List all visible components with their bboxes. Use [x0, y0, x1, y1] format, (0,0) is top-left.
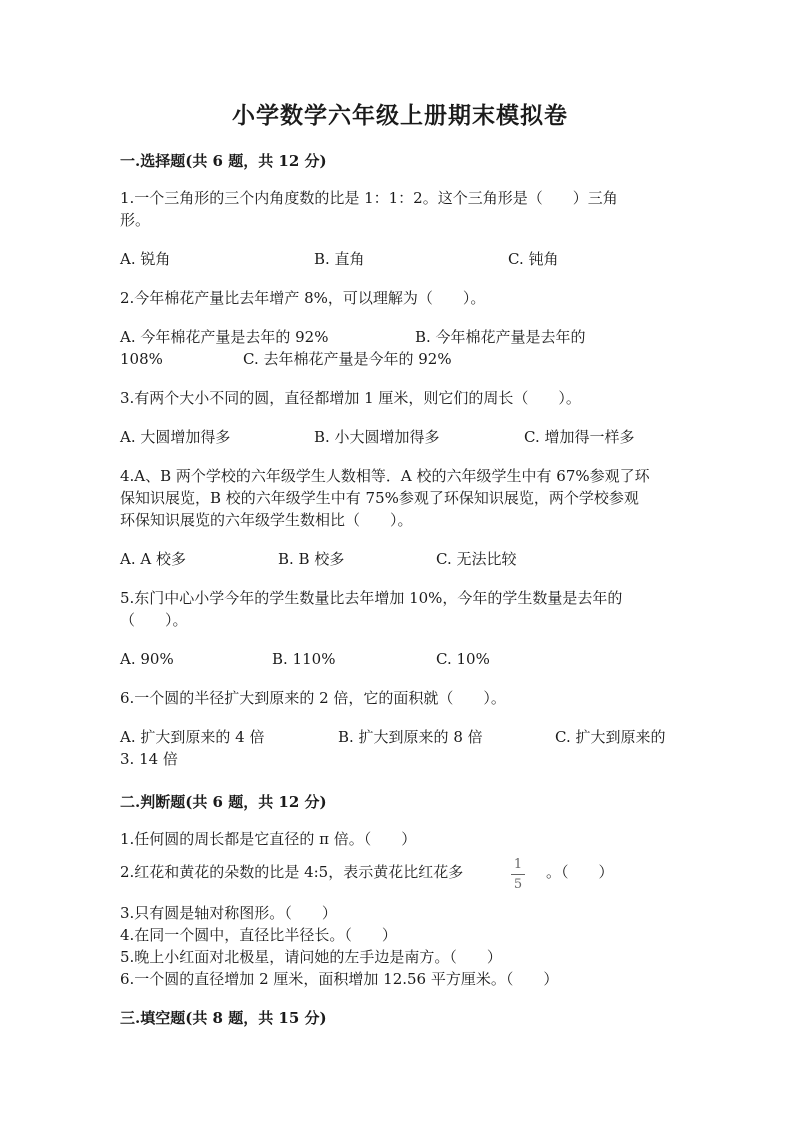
option-c: C. 增加得一样多: [524, 428, 635, 446]
option-a: A. 今年棉花产量是去年的 92%: [120, 328, 329, 346]
option-a: A. 扩大到原来的 4 倍: [120, 728, 265, 746]
option-b: B. 小大圆增加得多: [314, 428, 440, 446]
section-heading-fill-blank: 三.填空题(共 8 题，共 15 分): [120, 1009, 327, 1027]
option-a: A. 90%: [120, 650, 174, 668]
section-heading-choice: 一.选择题(共 6 题，共 12 分): [120, 152, 327, 170]
fraction-bar: [511, 874, 525, 875]
option-c: C. 去年棉花产量是今年的 92%: [243, 350, 452, 368]
judgment-item: 6.一个圆的直径增加 2 厘米，面积增加 12.56 平方厘米。（ ）: [120, 970, 559, 988]
judgment-item-continued: 。（ ）: [546, 863, 614, 881]
judgment-item: 5.晚上小红面对北极星，请问她的左手边是南方。（ ）: [120, 948, 502, 966]
section-heading-judgment: 二.判断题(共 6 题，共 12 分): [120, 793, 327, 811]
question-text: （ ）。: [120, 611, 188, 629]
fraction: [510, 857, 526, 892]
question-text: 4.A、B 两个学校的六年级学生人数相等．A 校的六年级学生中有 67%参观了环: [120, 467, 650, 485]
question-text: 环保知识展览的六年级学生数相比（ ）。: [120, 511, 413, 529]
option-c: C. 无法比较: [436, 550, 517, 568]
option-b: B. 扩大到原来的 8 倍: [338, 728, 483, 746]
judgment-item: 2.红花和黄花的朵数的比是 4:5，表示黄花比红花多: [120, 863, 464, 881]
option-c-continued: 3. 14 倍: [120, 750, 178, 768]
option-b: B. B 校多: [278, 550, 345, 568]
option-a: A. A 校多: [120, 550, 186, 568]
judgment-item: 3.只有圆是轴对称图形。（ ）: [120, 904, 337, 922]
option-b: B. 今年棉花产量是去年的: [415, 328, 586, 346]
fraction-numerator: 1: [513, 857, 523, 872]
fraction-denominator: 5: [513, 877, 523, 892]
option-b: B. 直角: [314, 250, 365, 268]
judgment-item: 1.任何圆的周长都是它直径的 π 倍。（ ）: [120, 830, 417, 848]
option-c: C. 10%: [436, 650, 490, 668]
question-text: 保知识展览，B 校的六年级学生中有 75%参观了环保知识展览，两个学校参观: [120, 489, 639, 507]
question-text: 3.有两个大小不同的圆，直径都增加 1 厘米，则它们的周长（ ）。: [120, 389, 581, 407]
question-text: 5.东门中心小学今年的学生数量比去年增加 10%，今年的学生数量是去年的: [120, 589, 623, 607]
option-c: C. 钝角: [508, 250, 559, 268]
option-a: A. 锐角: [120, 250, 171, 268]
question-text: 形。: [120, 211, 151, 229]
option-c: C. 扩大到原来的: [555, 728, 666, 746]
question-text: 6.一个圆的半径扩大到原来的 2 倍，它的面积就（ ）。: [120, 689, 506, 707]
judgment-item: 4.在同一个圆中，直径比半径长。（ ）: [120, 926, 397, 944]
question-text: 2.今年棉花产量比去年增产 8%，可以理解为（ ）。: [120, 289, 486, 307]
option-b-continued: 108%: [120, 350, 163, 368]
option-a: A. 大圆增加得多: [120, 428, 231, 446]
option-b: B. 110%: [272, 650, 336, 668]
question-text: 1.一个三角形的三个内角度数的比是 1：1：2。这个三角形是（ ）三角: [120, 189, 618, 207]
page-title: 小学数学六年级上册期末模拟卷: [232, 102, 568, 129]
